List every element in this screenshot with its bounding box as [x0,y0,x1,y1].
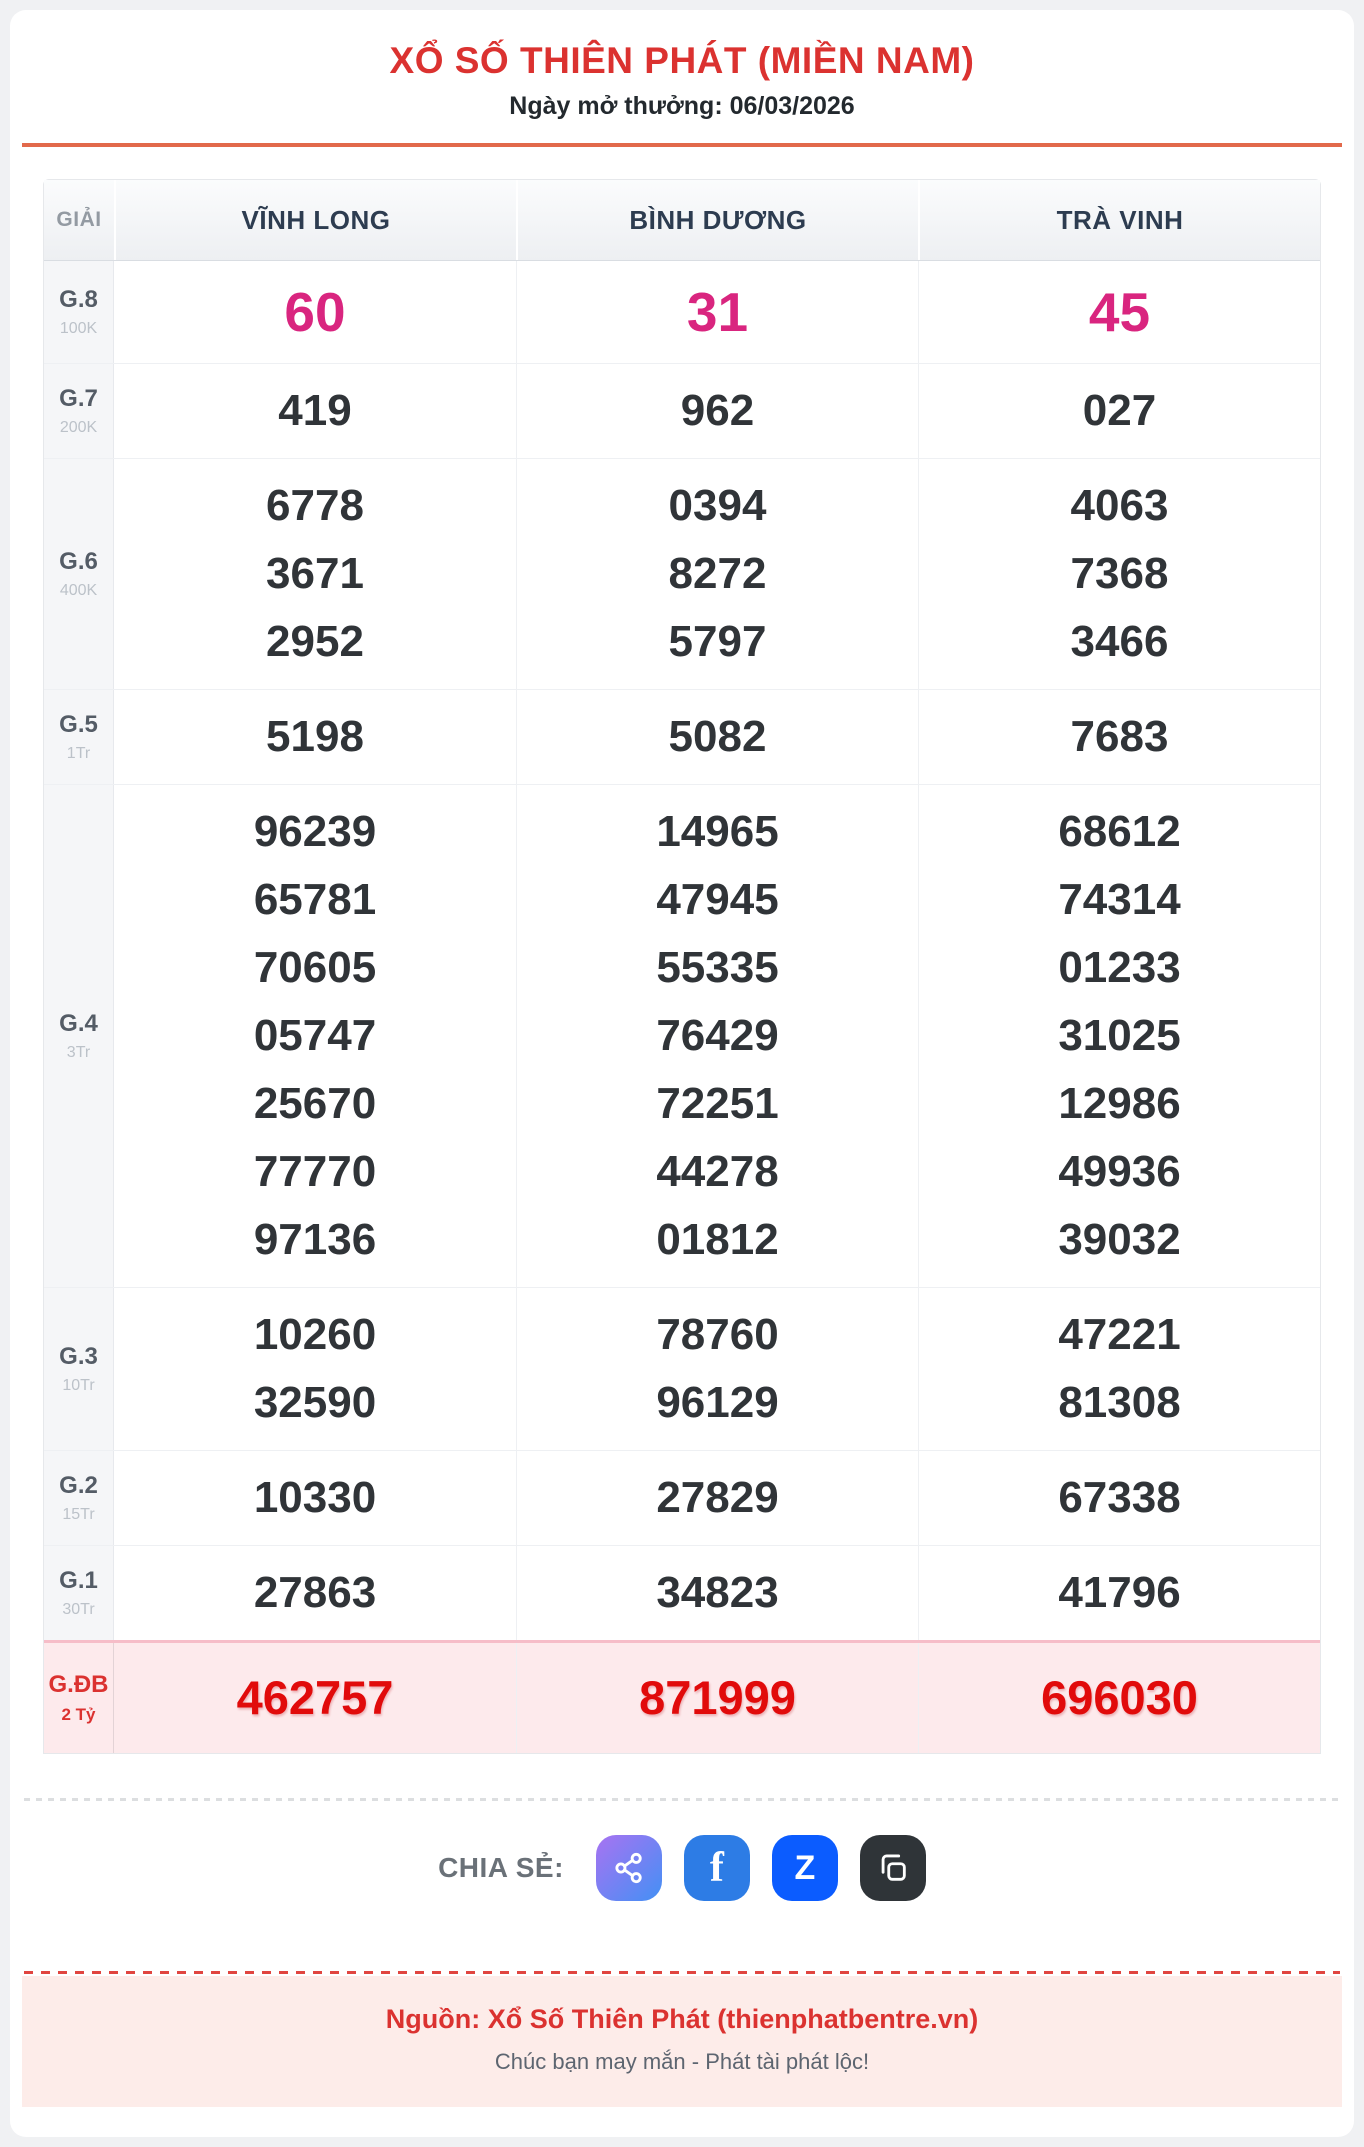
prize-number: 696030 [1041,1671,1198,1724]
prize-name: G.6 [59,548,98,575]
prize-number: 77770 [253,1147,377,1196]
prize-number: 47945 [656,875,779,924]
prize-number: 462757 [236,1671,394,1724]
numbers-cell [114,1546,516,1640]
numbers-cell [114,1643,516,1753]
prize-tier: 30Tr [62,1601,95,1618]
prize-number: 12986 [1058,1079,1181,1128]
numbers-cell [114,364,516,458]
numbers-cell [516,1643,918,1753]
prize-number: 72251 [656,1079,779,1128]
numbers-cell [516,1546,918,1640]
numbers-cell [516,459,918,689]
prize-label-cell [44,785,114,1287]
share-section [10,1835,1354,1901]
corner-header-cell: GIẢI [44,180,114,260]
prize-number: 027 [1082,386,1157,435]
prize-number: 5797 [668,617,767,666]
prize-number: 962 [680,386,755,435]
prize-tier: 400K [59,582,98,599]
prize-number: 14965 [656,807,779,856]
prize-number: 34823 [656,1568,779,1617]
prize-number: 419 [278,386,352,435]
prize-number: 74314 [1058,875,1181,924]
numbers-cell [918,785,1320,1287]
numbers-cell [114,1451,516,1545]
prize-number: 05747 [253,1011,377,1060]
numbers-cell [516,364,918,458]
prize-number: 31025 [1058,1011,1181,1060]
prize-label-cell [44,261,114,363]
prize-number: 96239 [253,807,377,856]
prize-number: 6778 [266,481,364,530]
prize-number: 3671 [266,549,364,598]
prize-label-cell [44,690,114,784]
prize-row-g8 [44,261,1320,363]
prize-number: 45 [1088,281,1151,343]
prize-row-g4 [44,784,1320,1287]
prize-number: 7683 [1070,712,1169,761]
province-header: VĨNH LONG [114,180,516,260]
prize-row-g6 [44,458,1320,689]
prize-tier: 1Tr [66,745,91,762]
prize-number: 5082 [668,712,767,761]
numbers-cell [114,261,516,363]
prize-tier: 2 Tỷ [61,1705,96,1724]
numbers-cell [516,1288,918,1450]
prize-number: 41796 [1058,1568,1181,1617]
prize-number: 96129 [656,1378,779,1427]
copy-link-button[interactable] [860,1835,926,1901]
prize-number: 97136 [253,1215,377,1264]
numbers-cell [516,785,918,1287]
prize-number: 5198 [266,712,364,761]
numbers-cell [516,690,918,784]
prize-number: 49936 [1058,1147,1181,1196]
prize-tier: 100K [59,320,98,337]
numbers-cell [918,1546,1320,1640]
prize-row-g3 [44,1287,1320,1450]
results-table-body [44,261,1320,1753]
numbers-cell [918,1288,1320,1450]
footer-source: Nguồn: Xổ Số Thiên Phát (thienphatbentre.vn) [385,2004,979,2034]
prize-name: G.3 [59,1343,98,1370]
prize-number: 67338 [1058,1473,1181,1522]
prize-name: G.4 [59,1010,98,1037]
prize-tier: 10Tr [62,1377,95,1394]
prize-label-cell [44,1643,114,1753]
share-nodes-icon [611,1850,647,1886]
prize-number: 7368 [1070,549,1169,598]
prize-number: 70605 [253,943,377,992]
prize-label-cell [44,364,114,458]
prize-name: G.7 [59,385,98,412]
numbers-cell [516,261,918,363]
prize-name: G.1 [59,1567,98,1594]
prize-number: 55335 [656,943,779,992]
prize-number: 65781 [253,875,377,924]
numbers-cell [918,1451,1320,1545]
red-dashed-divider [24,1971,1340,1974]
numbers-cell [918,1643,1320,1753]
prize-number: 81308 [1058,1378,1181,1427]
results-table [43,179,1321,1754]
prize-tier: 200K [59,419,98,436]
prize-number: 68612 [1058,807,1181,856]
province-header: BÌNH DƯƠNG [516,180,918,260]
numbers-cell [918,459,1320,689]
dotted-divider [24,1798,1340,1801]
page-title: XỔ SỐ THIÊN PHÁT (MIỀN NAM) [389,40,975,81]
prize-row-gdb [44,1640,1320,1753]
prize-number: 0394 [668,481,767,530]
lottery-result-card [10,10,1354,2137]
prize-number: 27829 [656,1473,779,1522]
prize-tier: 3Tr [66,1044,91,1061]
prize-number: 60 [284,281,346,343]
prize-name: G.5 [59,711,98,738]
prize-row-g2 [44,1450,1320,1545]
share-label: CHIA SẺ: [438,1852,564,1883]
prize-number: 871999 [639,1671,796,1724]
prize-number: 8272 [668,549,767,598]
zalo-icon: Z [794,1848,816,1887]
prize-number: 10330 [253,1473,377,1522]
prize-number: 47221 [1058,1310,1181,1359]
prize-row-g5 [44,689,1320,784]
prize-number: 39032 [1058,1215,1181,1264]
prize-number: 76429 [656,1011,779,1060]
numbers-cell [918,690,1320,784]
table-header-row [44,180,1320,261]
prize-number: 27863 [253,1568,377,1617]
numbers-cell [114,459,516,689]
prize-label-cell [44,1451,114,1545]
prize-row-g1 [44,1545,1320,1640]
prize-number: 32590 [253,1378,377,1427]
prize-number: 78760 [656,1310,779,1359]
prize-number: 31 [686,281,749,343]
prize-number: 44278 [656,1147,779,1196]
zalo-share-button[interactable] [772,1835,838,1901]
numbers-cell [918,261,1320,363]
facebook-share-button[interactable] [684,1835,750,1901]
footer-wish: Chúc bạn may mắn - Phát tài phát lộc! [494,2049,870,2074]
prize-number: 10260 [253,1310,377,1359]
prize-tier: 15Tr [62,1506,95,1523]
prize-number: 25670 [253,1079,377,1128]
prize-name: G.2 [59,1472,98,1499]
prize-number: 01233 [1058,943,1181,992]
copy-icon [876,1851,910,1885]
prize-label-cell [44,1288,114,1450]
prize-name: G.8 [59,286,98,313]
facebook-icon: f [709,1845,724,1891]
draw-date: Ngày mở thưởng: 06/03/2026 [509,92,855,120]
prize-row-g7 [44,363,1320,458]
header-divider [22,143,1342,147]
numbers-cell [114,785,516,1287]
prize-number: 4063 [1070,481,1169,530]
numbers-cell [516,1451,918,1545]
numbers-cell [918,364,1320,458]
prize-number: 3466 [1070,617,1169,666]
prize-number: 2952 [266,617,364,666]
numbers-cell [114,690,516,784]
numbers-cell [114,1288,516,1450]
province-header: TRÀ VINH [918,180,1320,260]
prize-name: G.ĐB [48,1671,109,1698]
prize-label-cell [44,1546,114,1640]
prize-label-cell [44,459,114,689]
prize-number: 01812 [656,1215,779,1264]
share-button[interactable] [596,1835,662,1901]
footer [22,1976,1342,2107]
